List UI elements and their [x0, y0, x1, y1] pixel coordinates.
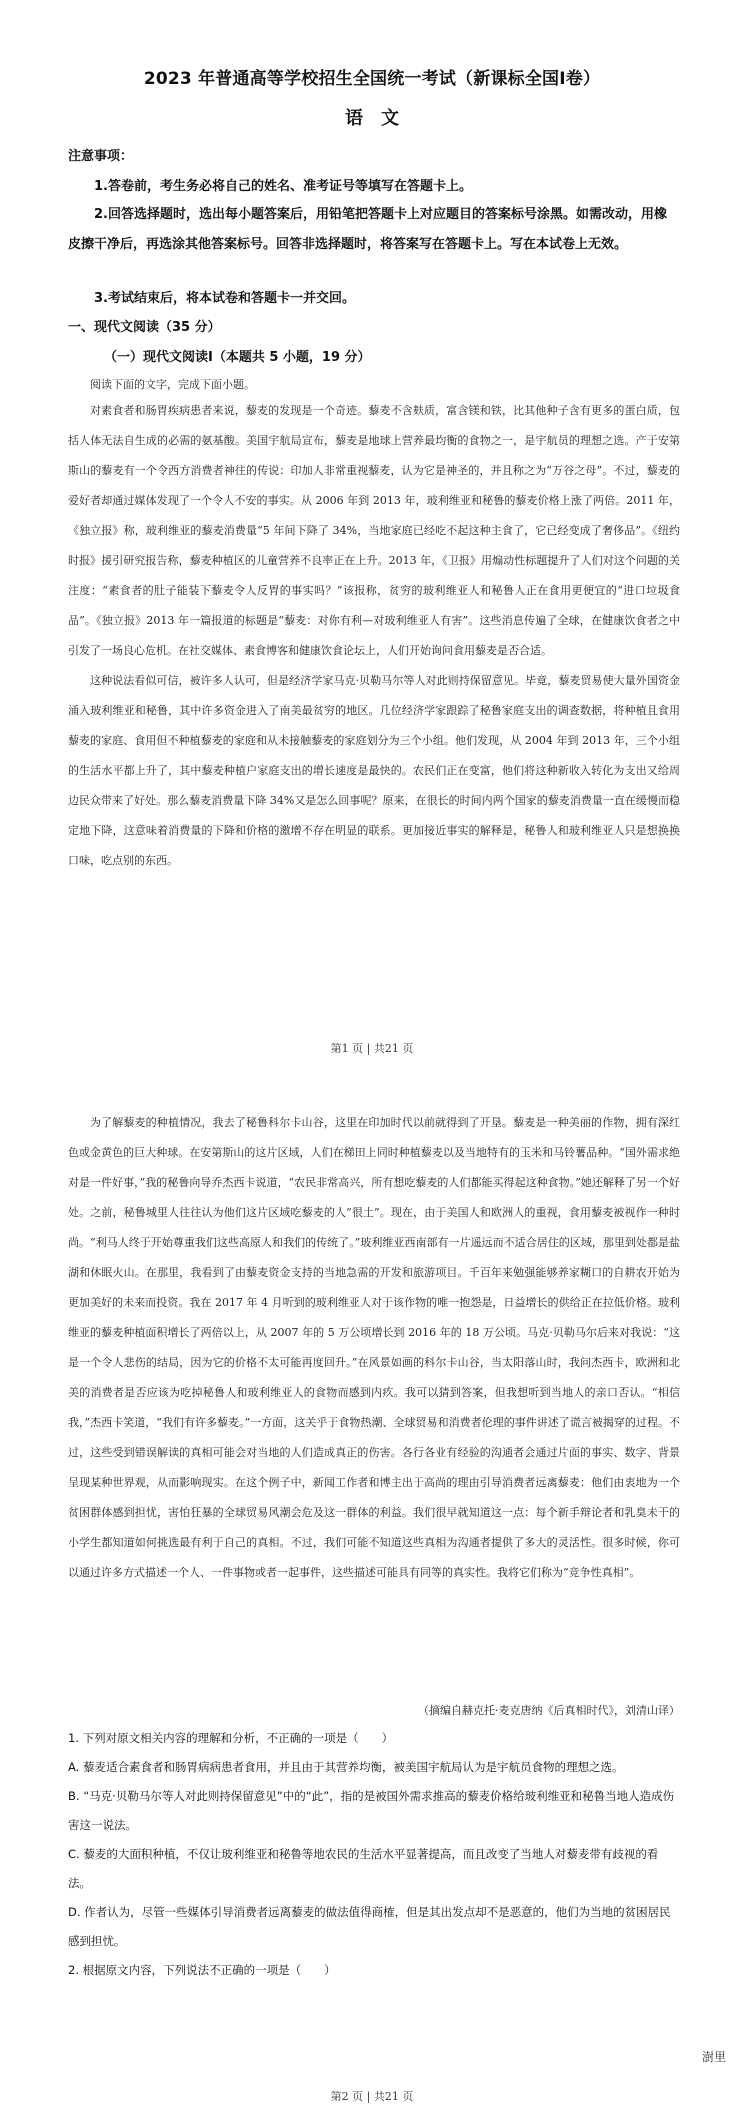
exam-page-2	[0, 1060, 744, 2104]
exam-title: 2023 年普通高等学校招生全国统一考试（新课标全国Ⅰ卷）	[143, 69, 601, 89]
notice-item-2: 2.回答选择题时，选出每小题答案后，用铅笔把答题卡上对应题目的答案标号涂黑。如需改动，用橡皮擦干净后，再选涂其他答案标号。回答非选择题时，将答案写在答题卡上。写在本试卷上无效。	[68, 207, 667, 252]
passage-paragraph: 对素食者和肠胃疾病患者来说，藜麦的发现是一个奇迹。藜麦不含麸质，富含镁和铁，比其他种子含有更多的蛋白质，包括人体无法自生成的必需的氨基酸。美国宇航局宣布，藜麦是地球上营养最均衡的食物之一，是宇航员的理想之选。产于安第斯山的藜麦有一个令西方消费者神往的传说：印加人非常重视藜麦，认为它是神圣的，并且称之为“万谷之母”。不过，藜麦的爱好者却通过媒体发现了一个令人不安的事实。从 2006 年到 2013 年，玻利维亚和秘鲁的藜麦价格上涨了两倍。2011 年，《独立报》称，玻利维亚的藜麦消费量“5 年间下降了 34%，当地家庭已经吃不起这种主食了，它已经变成了奢侈品”。《纽约时报》援引研究报告称，藜麦种植区的儿童营养不良率正在上升。2013 年，《卫报》用煽动性标题提升了人们对这个问题的关注度：“素食者的肚子能装下藜麦令人反胃的事实吗？”该报称，贫穷的玻利维亚人和秘鲁人正在食用更便宜的“进口垃圾食品”。《独立报》2013 年一篇报道的标题是“藜麦：对你有利—对玻利维亚人有害”。这些消息传遍了全球，在健康饮食者之中引发了一场良心危机。在社交媒体、素食博客和健康饮食论坛上，人们开始询问食用藜麦是否合适。	[68, 404, 680, 657]
passage-paragraph: 为了解藜麦的种植情况，我去了秘鲁科尔卡山谷，这里在印加时代以前就得到了开垦。藜麦是一种美丽的作物，拥有深红色或金黄色的巨大种球。在安第斯山的这片区域，人们在梯田上同时种植藜麦以及当地特有的玉米和马铃薯品种。“国外需求绝对是一件好事，”我的秘鲁向导乔杰西卡说道，“农民非常高兴，所有想吃藜麦的人们都能买得起这种食物。”她还解释了另一个好处。之前，秘鲁城里人往往认为他们这片区域吃藜麦的人“很土”。现在，由于美国人和欧洲人的重视，食用藜麦被视作一种时尚。“利马人终于开始尊重我们这些高原人和我们的传统了。”玻利维亚西南部有一片遥远而不适合居住的区域，那里到处都是盐湖和休眠火山。在那里，我看到了由藜麦资金支持的当地急需的开发和旅游项目。千百年来勉强能够养家糊口的自耕农开始为更加美好的未来而投资。我在 2017 年 4 月听到的玻利维亚人对于该作物的唯一抱怨是，日益增长的供给正在拉低价格。玻利维亚的藜麦种植面积增长了两倍以上，从 2007 年的 5 万公顷增长到 2016 年的 18 万公顷。马克·贝勒马尔后来对我说：“这是一个令人悲伤的结局，因为它的价格不太可能再度回升。”在风景如画的科尔卡山谷，当太阳落山时，我问杰西卡，欧洲和北美的消费者是否应该为吃掉秘鲁人和玻利维亚人的食物而感到内疚。我可以猜到答案，但我想听到当地人的亲口否认。“相信我，”杰西卡笑道，“我们有许多藜麦。”一方面，这关乎于食物热潮、全球贸易和消费者伦理的事件讲述了谎言被揭穿的过程。不过，这些受到错误解读的真相可能会对当地的人们造成真正的伤害。各行各业有经验的沟通者会通过片面的事实、数字、背景呈现某种世界观，从而影响现实。在这个例子中，新闻工作者和博主出于高尚的理由引导消费者远离藜麦：他们由衷地为一个贫困群体感到担忧，害怕狂暴的全球贸易风潮会危及这一群体的利益。我们很早就知道这一点：每个新手辩论者和乳臭未干的小学生都知道如何挑选最有利于自己的真相。不过，我们可能不知道这些真相为沟通者提供了多大的灵活性。很多时候，你可以通过许多方式描述一个人、一件事物或者一起事件，这些描述可能具有同等的真实性。我将它们称为“竞争性真相”。	[68, 1116, 680, 1579]
subsection-heading: （一）现代文阅读Ⅰ（本题共 5 小题，19 分）	[104, 350, 371, 365]
corner-watermark: 澍里	[701, 2050, 726, 2064]
option-b: B. “马克·贝勒马尔等人对此则持保留意见”中的“此”，指的是被国外需求推高的藜麦价格给玻利维亚和秘鲁当地人造成伤害这一说法。	[68, 1789, 675, 1832]
subject-title: 语 文	[345, 108, 399, 129]
question-list	[68, 1724, 680, 1985]
option-a: A. 藜麦适合素食者和肠胃病病患者食用，并且由于其营养均衡，被美国宇航局认为是宇航员食物的理想之选。	[68, 1760, 624, 1774]
passage-paragraph: 这种说法看似可信，被许多人认可，但是经济学家马克·贝勒马尔等人对此则持保留意见。毕竟，藜麦贸易使大量外国资金涌入玻利维亚和秘鲁，其中许多资金进入了南美最贫穷的地区。几位经济学家跟踪了秘鲁家庭支出的调查数据，将种植且食用藜麦的家庭、食用但不种植藜麦的家庭和从未接触藜麦的家庭划分为三个小组。他们发现，从 2004 年到 2013 年，三个小组的生活水平都上升了，其中藜麦种植户家庭支出的增长速度是最快的。农民们正在变富，他们将这种新收入转化为支出又给周边民众带来了好处。那么藜麦消费量下降 34%又是怎么回事呢？原来，在很长的时间内两个国家的藜麦消费量一直在缓慢而稳定地下降，这意味着消费量的下降和价格的激增不存在明显的联系。更加接近事实的解释是，秘鲁人和玻利维亚人只是想换换口味，吃点别的东西。	[68, 674, 680, 867]
section-heading: 一、现代文阅读（35 分）	[68, 320, 221, 335]
option-c: C. 藜麦的大面积种植，不仅让玻利维亚和秘鲁等地农民的生活水平显著提高，而且改变了当地人对藜麦带有歧视的看法。	[68, 1847, 659, 1890]
passage-body-page-1	[68, 396, 680, 876]
question-stem: 2. 根据原文内容，下列说法不正确的一项是（ ）	[68, 1963, 336, 1977]
notice-heading: 注意事项：	[68, 149, 134, 164]
passage-body-page-2	[68, 1108, 680, 1588]
reading-instruction: 阅读下面的文字，完成下面小题。	[90, 378, 255, 391]
source-citation: （摘编自赫克托·麦克唐纳《后真相时代》，刘清山译）	[418, 1704, 680, 1717]
question-stem: 1. 下列对原文相关内容的理解和分析，不正确的一项是（ ）	[68, 1731, 394, 1745]
option-d: D. 作者认为，尽管一些媒体引导消费者远离藜麦的做法值得商榷，但是其出发点却不是恶意的，他们为当地的贫困居民感到担忧。	[68, 1905, 671, 1948]
notice-item-1: 1.答卷前，考生务必将自己的姓名、准考证号等填写在答题卡上。	[94, 179, 472, 194]
page-footer: 第1 页 | 共21 页	[330, 1042, 414, 1055]
page-footer: 第2 页 | 共21 页	[330, 2090, 414, 2103]
notice-item-3: 3.考试结束后，将本试卷和答题卡一并交回。	[94, 291, 355, 306]
